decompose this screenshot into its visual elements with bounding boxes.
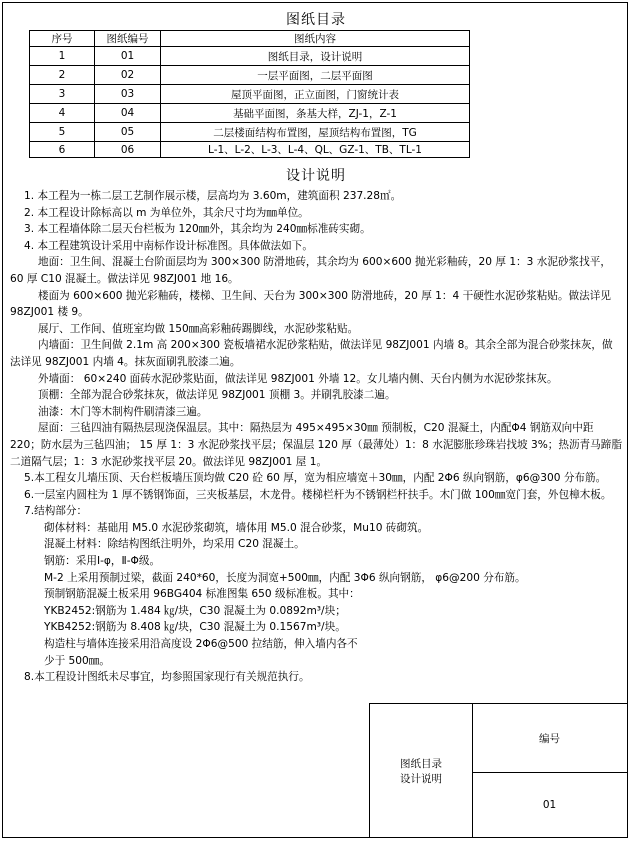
note-line: YKB4252:钢筋为 8.408 ㎏/块，C30 混凝土为 0.1567m³/块。 xyxy=(44,621,346,634)
table-row xyxy=(30,66,470,85)
cell-code: 04 xyxy=(95,104,161,123)
cell-code: 05 xyxy=(95,123,161,142)
cell-seq: 4 xyxy=(30,104,95,123)
note-line: 钢筋：采用Ⅰ-φ，Ⅱ-Φ级。 xyxy=(44,555,161,568)
table-row xyxy=(30,104,470,123)
table-row xyxy=(30,85,470,104)
cell-content: 一层平面图，二层平面图 xyxy=(161,66,470,85)
table-row xyxy=(30,142,470,158)
note-line: 内墙面：卫生间做 2.1m 高 200×300 瓷板墙裙水泥砂浆粘贴，做法详见 98ZJ001 内墙 8。其余全部为混合砂浆抹灰，做法详见 98ZJ001 内墙 4。抹灰面刷乳胶漆二遍。 xyxy=(10,339,613,368)
note-line: 7.结构部分： xyxy=(24,505,88,518)
note-line: 砌体材料：基础用 M5.0 水泥砂浆砌筑，墙体用 M5.0 混合砂浆，Mu10 砖砌筑。 xyxy=(44,521,429,534)
note-line: 6.一层室内圆柱为 1 厚不锈钢饰面，三夹板基层，木龙骨。楼梯栏杆为不锈钢栏杆扶手。木门做 100㎜宽门套，外包樟木板。 xyxy=(24,488,612,501)
header-code: 图纸编号 xyxy=(95,31,161,47)
cell-content: 屋顶平面图，正立面图，门窗统计表 xyxy=(161,85,470,104)
table-row xyxy=(30,47,470,66)
notes-title: 设计说明 xyxy=(286,168,346,184)
number-value: 01 xyxy=(542,798,557,811)
note-line: 顶棚：全部为混合砂浆抹灰，做法详见 98ZJ001 顶棚 3。并刷乳胶漆二遍。 xyxy=(38,389,396,402)
note-line: 楼面为 600×600 抛光彩釉砖，楼梯、卫生间、天台为 300×300 防滑地砖，20 厚 1：4 干硬性水泥砂浆粘贴。做法详见 98ZJ001 楼 9。 xyxy=(10,289,611,319)
cell-seq: 5 xyxy=(30,123,95,142)
cell-seq: 6 xyxy=(30,142,95,158)
note-line: 外墙面： 60×240 面砖水泥砂浆贴面，做法详见 98ZJ001 外墙 12。女儿墙内侧、天台内侧为水泥砂浆抹灰。 xyxy=(38,372,558,385)
design-notes xyxy=(10,188,622,686)
header-content: 图纸内容 xyxy=(161,31,470,47)
note-line: 屋面：三毡四油有隔热层现浇保温层。其中：隔热层为 495×495×30㎜ 预制板，C20 混凝土，内配Φ4 钢筋双向中距 220；防水层为三毡四油； 15 厚 1：3 水泥砂浆找平层；保温层 120 厚（最薄处）1：8 水泥膨胀珍珠岩找坡 3%；热沥青马蹄脂二道隔气层；1：3 水泥砂浆找平层 20。做法详见 98ZJ001 屋 1。 xyxy=(10,422,622,468)
cell-seq: 1 xyxy=(30,47,95,66)
cell-content: L-1、L-2、L-3、L-4、QL、GZ-1、TB、TL-1 xyxy=(161,142,470,158)
table-row xyxy=(30,123,470,142)
cell-seq: 2 xyxy=(30,66,95,85)
note-line: 8.本工程设计图纸未尽事宜，均参照国家现行有关规范执行。 xyxy=(24,671,310,684)
cell-content: 基础平面图，条基大样，ZJ-1，Z-1 xyxy=(161,104,470,123)
note-line: 构造柱与墙体连接采用沿高度设 2Φ6@500 拉结筋，伸入墙内各不少于 500㎜。 xyxy=(44,638,358,667)
note-line: M-2 上采用预制过梁，截面 240*60，长度为洞宽+500㎜，内配 3Φ6 纵向钢筋， φ6@200 分布筋。 xyxy=(44,571,526,584)
header-seq: 序号 xyxy=(30,31,95,47)
drawing-name xyxy=(370,704,472,837)
cell-code: 03 xyxy=(95,85,161,104)
title-block xyxy=(369,703,628,838)
drawing-index-table xyxy=(29,30,470,158)
cell-content: 图纸目录，设计说明 xyxy=(161,47,470,66)
number-label: 编号 xyxy=(539,732,560,745)
index-title: 图纸目录 xyxy=(286,12,346,28)
note-line: YKB2452:钢筋为 1.484 ㎏/块，C30 混凝土为 0.0892m³/块； xyxy=(44,604,346,617)
note-line: 1. 本工程为一栋二层工艺制作展示楼，层高均为 3.60m，建筑面积 237.28㎡。 xyxy=(24,190,402,202)
cell-code: 02 xyxy=(95,66,161,85)
drawing-name-line1: 图纸目录 xyxy=(400,757,442,770)
cell-code: 06 xyxy=(95,142,161,158)
cell-seq: 3 xyxy=(30,85,95,104)
note-line: 展厅、工作间、值班室均做 150㎜高彩釉砖踢脚线，水泥砂浆粘贴。 xyxy=(38,322,359,335)
note-line: 混凝土材料：除结构图纸注明外，均采用 C20 混凝土。 xyxy=(44,538,305,551)
note-line: 5.本工程女儿墙压顶、天台栏板墙压顶均做 C20 砼 60 厚，宽为相应墙宽＋30㎜，内配 2Φ6 纵向钢筋，φ6@300 分布筋。 xyxy=(24,472,607,485)
note-line: 3. 本工程墙体除二层天台栏板为 120㎜外，其余均为 240㎜标准砖实砌。 xyxy=(24,223,371,236)
drawing-name-line2: 设计说明 xyxy=(400,772,442,785)
note-line: 预制钢筋混凝土板采用 96BG404 标准图集 650 级标准板。其中： xyxy=(44,588,360,601)
note-line: 4. 本工程建筑设计采用中南标作设计标准图。具体做法如下。 xyxy=(24,239,313,252)
cell-code: 01 xyxy=(95,47,161,66)
note-line: 2. 本工程设计除标高以 m 为单位外，其余尺寸均为㎜单位。 xyxy=(24,206,309,219)
cell-content: 二层楼面结构布置图，屋顶结构布置图，TG xyxy=(161,123,470,142)
table-header-row xyxy=(30,31,470,47)
note-line: 地面：卫生间、混凝土台阶面层均为 300×300 防滑地砖，其余均为 600×600 抛光彩釉砖，20 厚 1：3 水泥砂浆找平，60 厚 C10 混凝土。做法详见 98ZJ001 地 16。 xyxy=(10,256,611,285)
note-line: 油漆：木门等木制构件刷清漆三遍。 xyxy=(38,405,208,418)
